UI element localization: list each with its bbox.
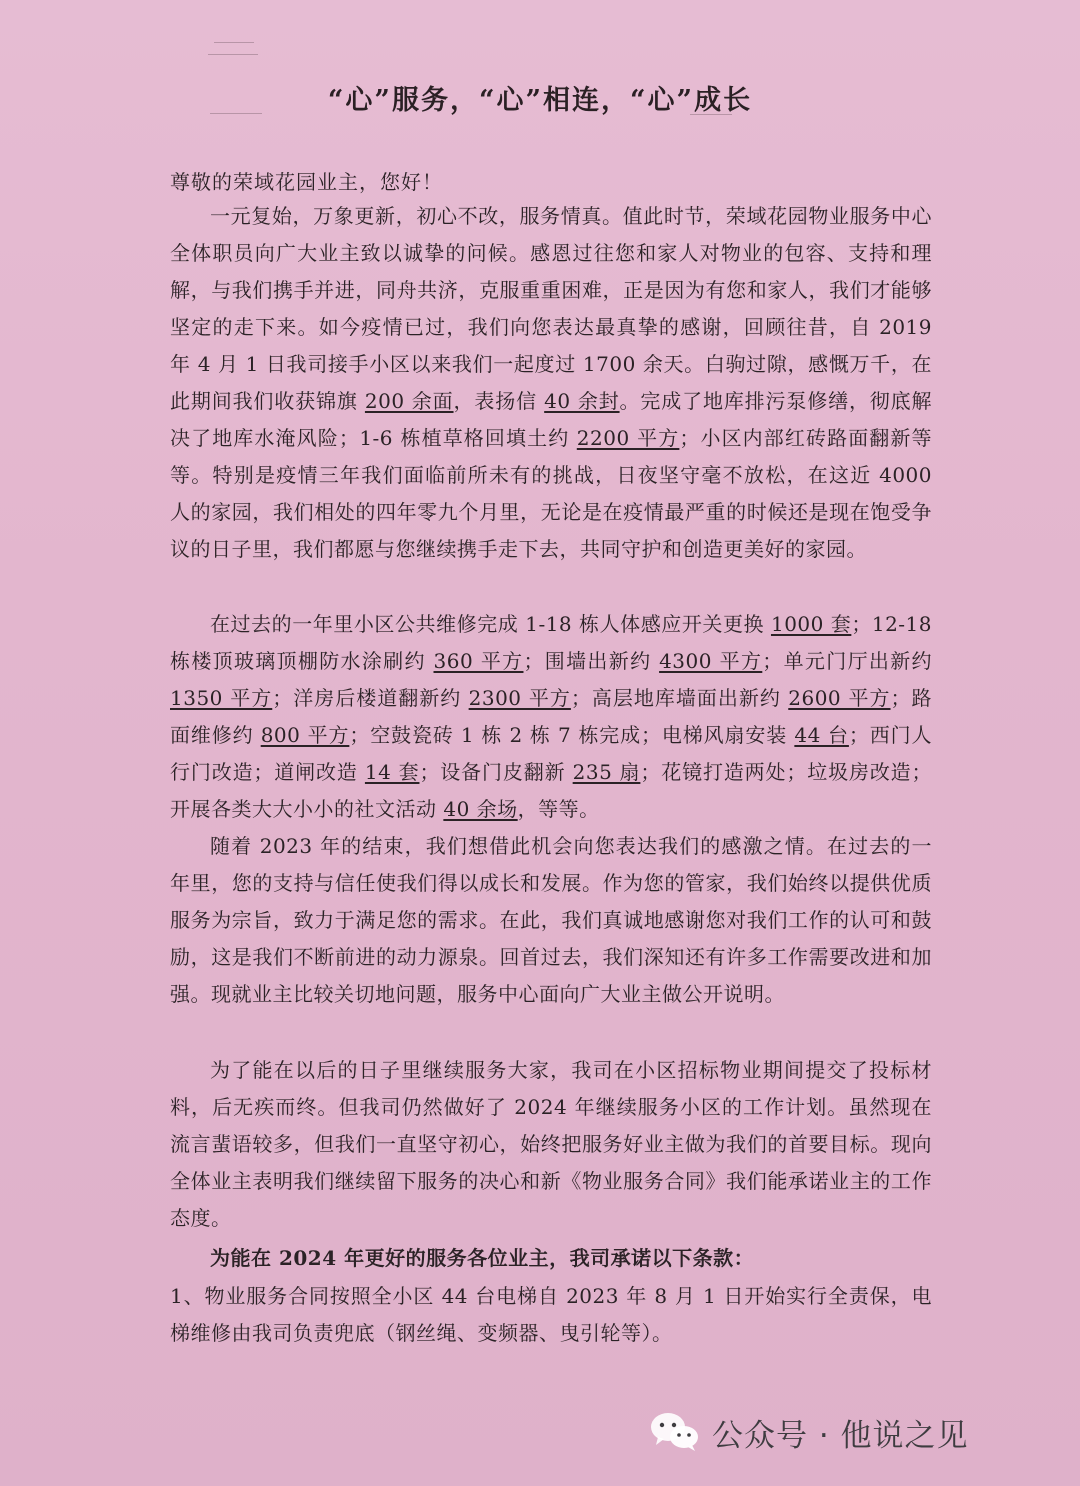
watermark	[648, 1410, 969, 1454]
underlined-figure: 2600 平方	[788, 686, 891, 710]
text-segment: ；12-18 栋楼顶玻璃顶棚防水涂刷约	[170, 612, 932, 673]
text-segment: ；西门人行门改造；道闸改造	[170, 723, 933, 784]
underlined-figure: 1000 套	[770, 612, 852, 636]
text-segment: ；空鼓瓷砖 1 栋 2 栋 7 栋完成；电梯风扇安装	[349, 723, 795, 747]
text-segment: 随着 2023 年的结束，我们想借此机会向您表达我们的感激之情。在过去的一年里，您的支持与信任使我们得以成长和发展。作为您的管家，我们始终以提供优质服务为宗旨，致力于满足您的需求。在此，我们真诚地感谢您对我们工作的认可和鼓励，这是我们不断前进的动力源泉。回首过去，我们深知还有许多工作需要改进和加强。现就业主比较关切地问题，服务中心面向广大业主做公开说明。	[170, 834, 932, 1006]
paragraph-terms-heading	[170, 1240, 932, 1277]
paragraph-commitment	[170, 1052, 932, 1237]
document-title: “心”服务，“心”相连，“心”成长	[327, 85, 753, 116]
wechat-icon	[648, 1410, 702, 1454]
paragraph-maintenance	[170, 606, 932, 828]
text-segment: ；设备门皮翻新	[419, 760, 573, 784]
paragraph-intro	[170, 198, 932, 568]
text-segment: ；洋房后楼道翻新约	[272, 686, 469, 710]
page-mark	[214, 42, 254, 43]
text-segment: 1、物业服务合同按照全小区 44 台电梯自 2023 年 8 月 1 日开始实行全责保，电梯维修由我司负责兜底（钢丝绳、变频器、曳引轮等）。	[170, 1284, 932, 1345]
text-segment: 一元复始，万象更新，初心不改，服务情真。值此时节，荣域花园物业服务中心全体职员向广大业主致以诚挚的问候。感恩过往您和家人对物业的包容、支持和理解，与我们携手并进，同舟共济，克服重重困难，正是因为有您和家人，我们才能够坚定的走下来。如今疫情已过，我们向您表达最真挚的感谢，回顾往昔，自 2019 年 4 月 1 日我司接手小区以来我们一起度过 1700 余天。白驹过隙，感慨万千，在此期间我们收获锦旗	[170, 204, 932, 413]
paragraph-term-1	[170, 1278, 932, 1352]
underlined-figure: 4300 平方	[659, 649, 763, 673]
text-segment: ；花镜打造两处；垃圾房改造；开展各类大大小小的社文活动	[170, 760, 933, 821]
paragraph-gratitude	[170, 828, 932, 1013]
text-segment: ；小区内部红砖路面翻新等等。特别是疫情三年我们面临前所未有的挑战，日夜坚守毫不放松，在这近 4000 人的家园，我们相处的四年零九个月里，无论是在疫情最严重的时候还是现在饱受争议的日子里，我们都愿与您继续携手走下去，共同守护和创造更美好的家园。	[170, 426, 933, 561]
underlined-figure: 200 余面	[364, 389, 454, 413]
underlined-figure: 14 套	[364, 760, 420, 784]
underlined-figure: 1350 平方	[170, 686, 273, 710]
text-segment: 为了能在以后的日子里继续服务大家，我司在小区招标物业期间提交了投标材料，后无疾而终。但我司仍然做好了 2024 年继续服务小区的工作计划。虽然现在流言蜚语较多，但我们一直坚守初心，始终把服务好业主做为我们的首要目标。现向全体业主表明我们继续留下服务的决心和新《物业服务合同》我们能承诺业主的工作态度。	[170, 1058, 932, 1230]
text-segment: 在过去的一年里小区公共维修完成 1-18 栋人体感应开关更换	[210, 612, 771, 636]
text-segment: 。完成了地库排污泵修缮，彻底解决了地库水淹风险；1-6 栋植草格回填土约	[170, 389, 933, 450]
underlined-figure: 44 台	[794, 723, 849, 747]
underlined-figure: 2300 平方	[468, 686, 571, 710]
text-segment: ；高层地库墙面出新约	[570, 686, 789, 710]
text-segment: ；围墙出新约	[523, 649, 660, 673]
underlined-figure: 40 余场	[443, 797, 518, 821]
greeting: 尊敬的荣域花园业主，您好！	[170, 170, 443, 194]
underlined-figure: 360 平方	[433, 649, 524, 673]
text-segment: ；路面维修约	[170, 686, 933, 747]
text-segment: 为能在 2024 年更好的服务各位业主，我司承诺以下条款：	[210, 1246, 755, 1270]
underlined-figure: 800 平方	[260, 723, 350, 747]
text-segment: ；单元门厅出新约	[762, 649, 933, 673]
watermark-text: 公众号 · 他说之见	[712, 1417, 969, 1454]
page-mark	[208, 54, 258, 55]
text-segment: ，等等。	[517, 797, 600, 821]
underlined-figure: 2200 平方	[576, 426, 680, 450]
text-segment: ，表扬信	[453, 389, 545, 413]
underlined-figure: 40 余封	[544, 389, 620, 413]
underlined-figure: 235 扇	[572, 760, 641, 784]
